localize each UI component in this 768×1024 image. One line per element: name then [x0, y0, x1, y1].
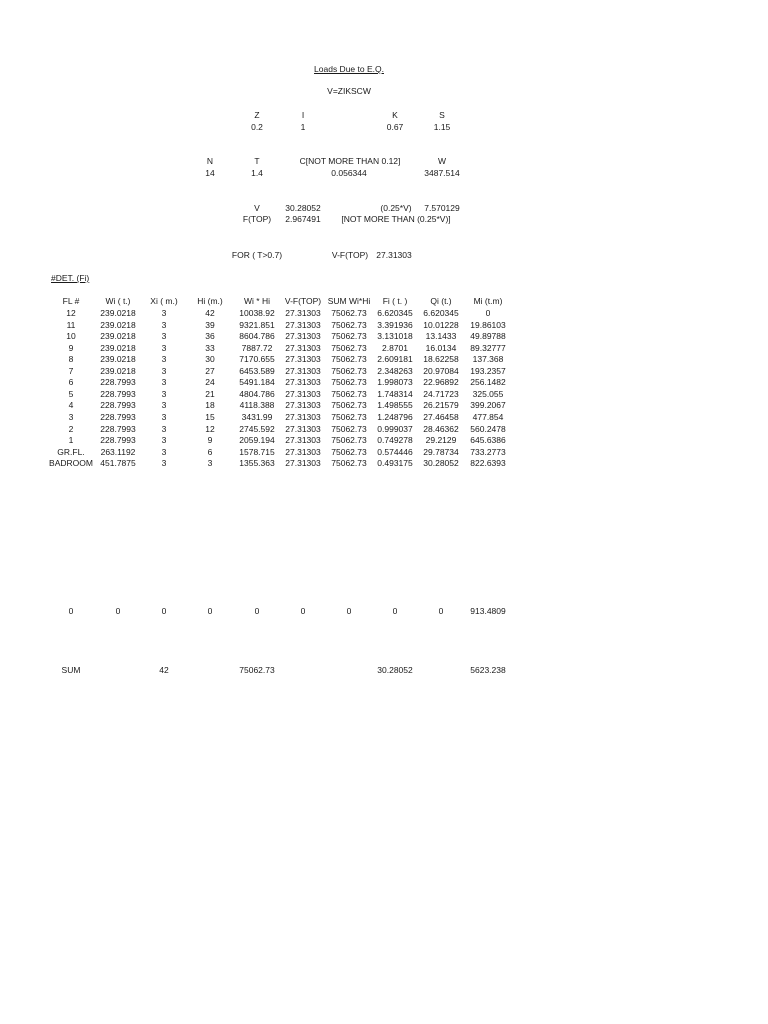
param-value: 1: [300, 122, 306, 132]
param-value: 1.15: [433, 122, 451, 132]
table-cell: 2: [68, 424, 74, 434]
table-cell: 2745.592: [239, 424, 275, 434]
table-cell: 325.055: [472, 389, 504, 399]
table-cell: 239.0218: [100, 343, 136, 353]
table-cell: 1.248796: [377, 412, 413, 422]
param-value: 3487.514: [424, 168, 460, 178]
ftop-label: F(TOP): [242, 214, 272, 224]
table-cell: 228.7993: [100, 435, 136, 445]
zero-row-cell: 0: [115, 606, 121, 616]
v-value: 30.28052: [285, 203, 321, 213]
table-cell: 3: [161, 320, 167, 330]
param-label: Z: [254, 110, 260, 120]
table-cell: 3.391936: [377, 320, 413, 330]
table-cell: 75062.73: [331, 412, 367, 422]
table-cell: 3: [161, 377, 167, 387]
table-cell: 228.7993: [100, 377, 136, 387]
table-cell: 228.7993: [100, 389, 136, 399]
table-cell: 89.32777: [470, 343, 506, 353]
table-cell: 451.7875: [100, 458, 136, 468]
table-cell: 27.31303: [285, 400, 321, 410]
table-cell: 228.7993: [100, 412, 136, 422]
table-cell: 27.31303: [285, 308, 321, 318]
table-cell: 75062.73: [331, 308, 367, 318]
table-cell: 3.131018: [377, 331, 413, 341]
table-cell: 399.2067: [470, 400, 506, 410]
table-cell: 645.6386: [470, 435, 506, 445]
table-cell: 3: [161, 424, 167, 434]
table-cell: 27.31303: [285, 389, 321, 399]
table-cell: 10: [66, 331, 76, 341]
table-cell: 263.1192: [100, 447, 136, 457]
table-cell: 27.31303: [285, 331, 321, 341]
table-cell: 3: [161, 389, 167, 399]
table-cell: 27.31303: [285, 320, 321, 330]
v-label: V: [254, 203, 260, 213]
for-condition: FOR ( T>0.7): [231, 250, 283, 260]
formula: V=ZIKSCW: [327, 86, 371, 96]
table-cell: 75062.73: [331, 377, 367, 387]
param-label: W: [437, 156, 447, 166]
column-header: V-F(TOP): [284, 296, 322, 306]
table-cell: 3: [161, 343, 167, 353]
v-ftop-label: V-F(TOP): [331, 250, 369, 260]
table-cell: 1: [68, 435, 74, 445]
v-ftop-value: 27.31303: [376, 250, 412, 260]
column-header: Mi (t.m): [473, 296, 503, 306]
table-cell: 75062.73: [331, 435, 367, 445]
table-cell: 27.31303: [285, 343, 321, 353]
table-cell: 3: [161, 435, 167, 445]
quarter-v-value: 7.570129: [424, 203, 460, 213]
table-cell: 3: [161, 308, 167, 318]
column-header: Wi ( t.): [105, 296, 131, 306]
table-cell: 6.620345: [423, 308, 459, 318]
table-cell: 2059.194: [239, 435, 275, 445]
table-cell: 9: [207, 435, 213, 445]
table-cell: 0: [485, 308, 491, 318]
table-cell: 6453.589: [239, 366, 275, 376]
table-cell: 239.0218: [100, 366, 136, 376]
param-label: K: [392, 110, 398, 120]
table-cell: 15: [205, 412, 215, 422]
column-header: FL #: [62, 296, 80, 306]
table-cell: 75062.73: [331, 447, 367, 457]
param-value: 0.67: [386, 122, 404, 132]
table-cell: 239.0218: [100, 308, 136, 318]
table-cell: 75062.73: [331, 366, 367, 376]
page-title: Loads Due to E.Q.: [314, 64, 384, 74]
table-cell: 21: [205, 389, 215, 399]
table-cell: 13.1433: [425, 331, 457, 341]
table-cell: 137.368: [472, 354, 504, 364]
table-cell: 560.2478: [470, 424, 506, 434]
param-label: S: [439, 110, 445, 120]
table-cell: 18: [205, 400, 215, 410]
column-header: Qi (t.): [430, 296, 452, 306]
table-cell: 2.348263: [377, 366, 413, 376]
sum-mi: 5623.238: [470, 665, 506, 675]
table-cell: 27.31303: [285, 412, 321, 422]
table-cell: 75062.73: [331, 424, 367, 434]
table-cell: 3: [161, 458, 167, 468]
param-value: 0.056344: [331, 168, 367, 178]
table-cell: 27.31303: [285, 447, 321, 457]
table-cell: 3: [161, 366, 167, 376]
table-cell: 3: [161, 331, 167, 341]
zero-row-cell: 0: [207, 606, 213, 616]
param-value: 14: [205, 168, 215, 178]
table-cell: 24: [205, 377, 215, 387]
table-cell: 9: [68, 343, 74, 353]
table-cell: 28.46362: [423, 424, 459, 434]
table-cell: 4118.388: [239, 400, 275, 410]
table-cell: 3: [161, 354, 167, 364]
table-cell: 10038.92: [239, 308, 275, 318]
zero-row-cell: 0: [68, 606, 74, 616]
table-cell: 5491.184: [239, 377, 275, 387]
table-cell: 26.21579: [423, 400, 459, 410]
table-cell: 16.0134: [425, 343, 457, 353]
param-label: T: [254, 156, 260, 166]
ftop-value: 2.967491: [285, 214, 321, 224]
zero-row-cell: 0: [392, 606, 398, 616]
table-cell: 29.2129: [425, 435, 457, 445]
param-label: N: [206, 156, 214, 166]
table-cell: 7: [68, 366, 74, 376]
table-cell: 2.609181: [377, 354, 413, 364]
table-cell: 0.749278: [377, 435, 413, 445]
zero-row-cell: 0: [254, 606, 260, 616]
table-cell: 6.620345: [377, 308, 413, 318]
table-cell: GR.FL.: [57, 447, 85, 457]
table-cell: 0.999037: [377, 424, 413, 434]
table-cell: 20.97084: [423, 366, 459, 376]
table-cell: 29.78734: [423, 447, 459, 457]
table-cell: BADROOM: [49, 458, 93, 468]
table-cell: 30.28052: [423, 458, 459, 468]
table-cell: 4: [68, 400, 74, 410]
table-cell: 27.46458: [423, 412, 459, 422]
table-cell: 75062.73: [331, 320, 367, 330]
param-value: 1.4: [251, 168, 263, 178]
table-cell: 7170.655: [239, 354, 275, 364]
quarter-v-label: (0.25*V): [380, 203, 412, 213]
column-header: SUM Wi*Hi: [327, 296, 371, 306]
table-cell: 18.62258: [423, 354, 459, 364]
table-cell: 0.493175: [377, 458, 413, 468]
table-cell: 27.31303: [285, 435, 321, 445]
table-cell: 36: [205, 331, 215, 341]
table-cell: 822.6393: [470, 458, 506, 468]
table-cell: 256.1482: [470, 377, 506, 387]
table-cell: 27.31303: [285, 377, 321, 387]
table-cell: 49.89788: [470, 331, 506, 341]
table-cell: 3: [161, 400, 167, 410]
table-cell: 477.854: [472, 412, 504, 422]
sum-xi: 42: [159, 665, 169, 675]
zero-row-cell: 0: [346, 606, 352, 616]
table-cell: 4804.786: [239, 389, 275, 399]
table-cell: 8604.786: [239, 331, 275, 341]
param-label: C[NOT MORE THAN 0.12]: [299, 156, 401, 166]
table-cell: 75062.73: [331, 343, 367, 353]
table-cell: 228.7993: [100, 424, 136, 434]
table-cell: 239.0218: [100, 320, 136, 330]
table-cell: 27.31303: [285, 366, 321, 376]
table-cell: 1.998073: [377, 377, 413, 387]
table-cell: 9321.851: [239, 320, 275, 330]
table-cell: 39: [205, 320, 215, 330]
sum-fi: 30.28052: [377, 665, 413, 675]
table-cell: 8: [68, 354, 74, 364]
table-cell: 3431.99: [241, 412, 273, 422]
table-cell: 6: [207, 447, 213, 457]
table-cell: 228.7993: [100, 400, 136, 410]
ftop-note: [NOT MORE THAN (0.25*V)]: [341, 214, 451, 224]
table-cell: 239.0218: [100, 354, 136, 364]
table-cell: 12: [66, 308, 76, 318]
column-header: Hi (m.): [197, 296, 223, 306]
table-cell: 1.748314: [377, 389, 413, 399]
table-cell: 3: [68, 412, 74, 422]
table-cell: 11: [66, 320, 76, 330]
table-cell: 7887.72: [241, 343, 273, 353]
table-cell: 6: [68, 377, 74, 387]
table-cell: 75062.73: [331, 331, 367, 341]
table-cell: 42: [205, 308, 215, 318]
zero-row-cell: 0: [161, 606, 167, 616]
sum-wihi: 75062.73: [239, 665, 275, 675]
table-cell: 19.86103: [470, 320, 506, 330]
table-cell: 0.574446: [377, 447, 413, 457]
section-label: #DET. (Fi): [51, 273, 90, 283]
table-cell: 27.31303: [285, 424, 321, 434]
table-cell: 3: [207, 458, 213, 468]
table-cell: 5: [68, 389, 74, 399]
table-cell: 24.71723: [423, 389, 459, 399]
table-cell: 12: [205, 424, 215, 434]
table-cell: 1578.715: [239, 447, 275, 457]
zero-row-cell: 0: [300, 606, 306, 616]
zero-row-cell: 0: [438, 606, 444, 616]
table-cell: 30: [205, 354, 215, 364]
table-cell: 75062.73: [331, 354, 367, 364]
table-cell: 1.498555: [377, 400, 413, 410]
sum-label: SUM: [61, 665, 81, 675]
table-cell: 1355.363: [239, 458, 275, 468]
table-cell: 27: [205, 366, 215, 376]
table-cell: 27.31303: [285, 354, 321, 364]
table-cell: 33: [205, 343, 215, 353]
column-header: Xi ( m.): [150, 296, 178, 306]
zero-row-cell: 913.4809: [470, 606, 506, 616]
table-cell: 193.2357: [470, 366, 506, 376]
table-cell: 75062.73: [331, 458, 367, 468]
table-cell: 733.2773: [470, 447, 506, 457]
table-cell: 10.01228: [423, 320, 459, 330]
param-label: I: [301, 110, 305, 120]
table-cell: 22.96892: [423, 377, 459, 387]
table-cell: 3: [161, 447, 167, 457]
table-cell: 3: [161, 412, 167, 422]
column-header: Fi ( t. ): [382, 296, 408, 306]
param-value: 0.2: [251, 122, 263, 132]
table-cell: 75062.73: [331, 389, 367, 399]
table-cell: 239.0218: [100, 331, 136, 341]
column-header: Wi * Hi: [244, 296, 270, 306]
table-cell: 27.31303: [285, 458, 321, 468]
table-cell: 75062.73: [331, 400, 367, 410]
table-cell: 2.8701: [382, 343, 408, 353]
